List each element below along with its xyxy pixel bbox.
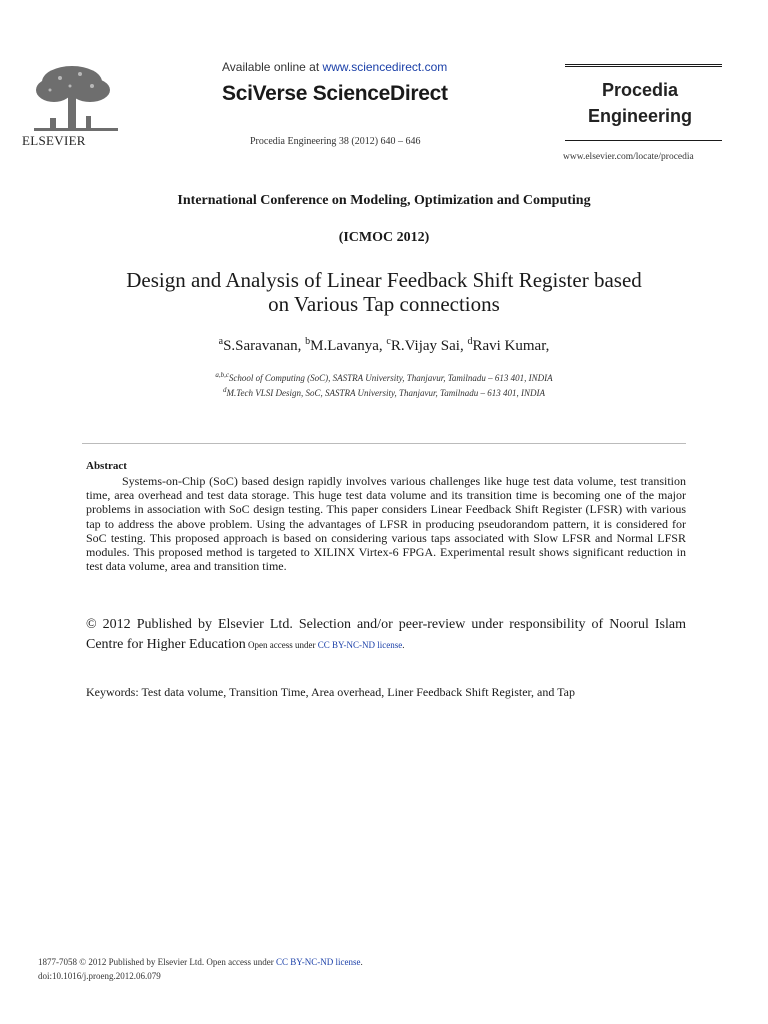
author: $^b$M.Lavanya, xyxy=(305,336,383,354)
journal-name xyxy=(565,77,715,129)
journal-box-top-rule xyxy=(565,64,722,67)
footer-doi: doi:10.1016/j.proeng.2012.06.079 xyxy=(38,971,161,981)
affiliation: $^{a,b,c}$School of Computing (SoC), SASTRA University, Thanjavur, Tamilnadu – 613 401, INDIA xyxy=(215,371,553,383)
abstract-body: Systems-on-Chip (SoC) based design rapidly involves various challenges like huge test data volume, test transition time, area overhead and test data storage. This huge test data volume and its transition time is becoming one of the major problems in association with SoC design testing. This paper considers Linear Feedback Shift Register (LFSR) with various tap to address the above problem. Using the advantages of LFSR in producing pseudorandom pattern, it is considered for SoC testing. This proposed approach is based on considering various taps associated with Slow LFSR and Normal LFSR modules. This proposed method is targeted to XILINX Virtex-6 FPGA. Experimental result shows significant reduction in test data volume, area and transition time. xyxy=(86,474,686,574)
journal-name-line1: Procedia xyxy=(601,80,679,100)
journal-box-bottom-rule xyxy=(565,140,722,141)
conference-acronym: (ICMOC 2012) xyxy=(338,230,430,245)
platform-logo: SciVerse ScienceDirect xyxy=(222,82,448,105)
author: $^c$R.Vijay Sai, xyxy=(386,336,464,354)
footer-issn-line: 1877-7058 © 2012 Published by Elsevier Ltd. Open access under CC BY-NC-ND license. xyxy=(38,957,363,967)
copyright-text: © 2012 Published by Elsevier Ltd. Selection and/or peer-review under responsibility of Noorul Islam Centre for Higher Education xyxy=(86,617,686,652)
author: $^d$Ravi Kumar, xyxy=(467,336,550,354)
license-link[interactable]: CC BY-NC-ND license xyxy=(317,640,403,650)
available-prefix: Available online at xyxy=(222,60,323,74)
conference-name: International Conference on Modeling, Optimization and Computing xyxy=(177,193,591,208)
abstract-heading: Abstract xyxy=(86,460,127,472)
section-divider xyxy=(82,443,686,444)
journal-url[interactable]: www.elsevier.com/locate/procedia xyxy=(563,152,694,162)
title-line1: Design and Analysis of Linear Feedback Shift Register based xyxy=(126,268,642,292)
open-access-note: Open access under CC BY-NC-ND license. xyxy=(245,640,405,650)
journal-name-line2: Engineering xyxy=(587,106,692,126)
author-list xyxy=(0,336,768,355)
paper-title xyxy=(60,268,708,316)
footer-license-link[interactable]: CC BY-NC-ND license xyxy=(276,957,361,967)
affiliation: $^d$M.Tech VLSI Design, SoC, SASTRA University, Thanjavur, Tamilnadu – 613 401, INDIA xyxy=(223,386,545,398)
sciencedirect-link[interactable]: www.sciencedirect.com xyxy=(322,60,448,74)
author: $^a$S.Saravanan, xyxy=(218,336,302,354)
journal-reference: Procedia Engineering 38 (2012) 640 – 646 xyxy=(250,136,421,147)
copyright-statement xyxy=(86,615,686,655)
title-line2: on Various Tap connections xyxy=(268,292,500,316)
keywords: Keywords: Test data volume, Transition Time, Area overhead, Liner Feedback Shift Register, and Tap xyxy=(86,685,575,699)
available-online-line xyxy=(222,60,447,74)
publisher-logo-text: ELSEVIER xyxy=(22,133,86,148)
